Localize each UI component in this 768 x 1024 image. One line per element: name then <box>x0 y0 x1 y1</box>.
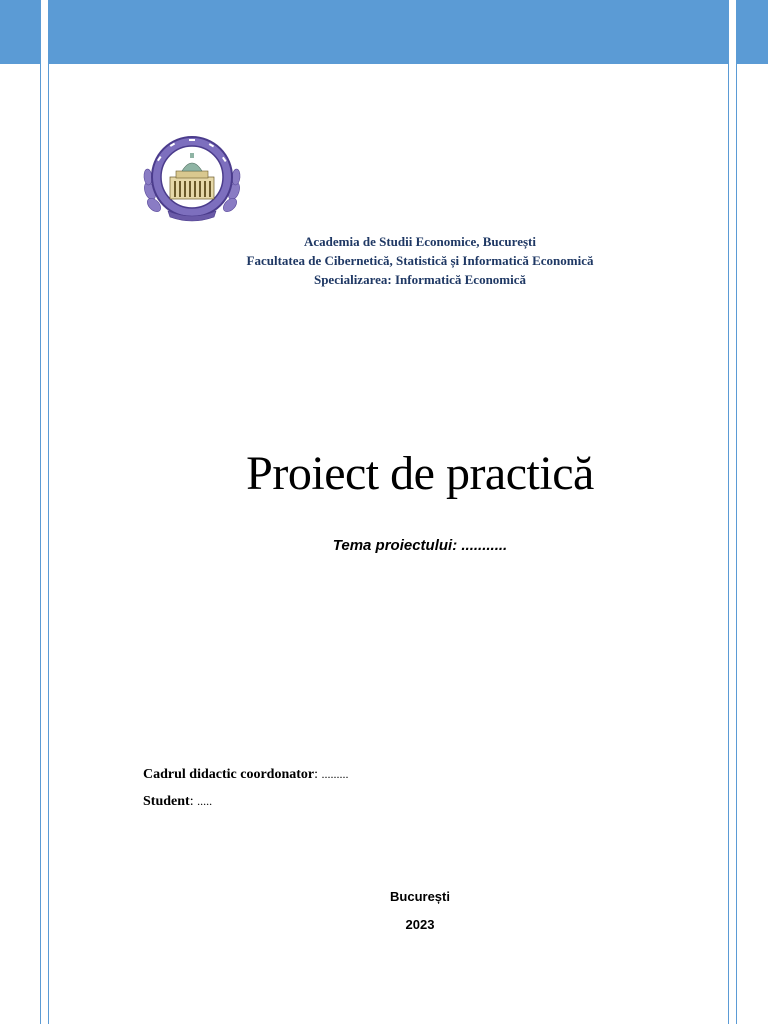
border-line-right-outer <box>736 0 737 1024</box>
document-title: Proiect de practică <box>246 447 594 500</box>
coordinator-line <box>143 767 349 783</box>
student-value: ..... <box>197 794 213 808</box>
border-line-left-outer <box>40 0 41 1024</box>
project-theme: Tema proiectului: ........... <box>332 537 508 554</box>
faculty-name: Facultatea de Cibernetică, Statistică și Informatică Economică <box>246 253 594 268</box>
specialization: Specializarea: Informatică Economică <box>313 272 527 287</box>
footer-city: București <box>390 889 450 904</box>
header-band-left <box>0 0 40 64</box>
university-seal-icon <box>140 133 244 225</box>
border-line-right-inner <box>728 0 729 1024</box>
header-band <box>49 0 728 64</box>
footer-year: 2023 <box>405 917 435 932</box>
student-line <box>143 794 212 810</box>
border-line-left-inner <box>48 0 49 1024</box>
student-label: Student <box>143 794 190 809</box>
student-separator: : <box>189 794 198 809</box>
header-band-right <box>737 0 768 64</box>
coordinator-separator: : <box>314 767 322 782</box>
coordinator-label: Cadrul didactic coordonator <box>143 767 315 782</box>
institution-name: Academia de Studii Economice, București <box>304 234 536 249</box>
coordinator-value: ......... <box>321 767 349 781</box>
